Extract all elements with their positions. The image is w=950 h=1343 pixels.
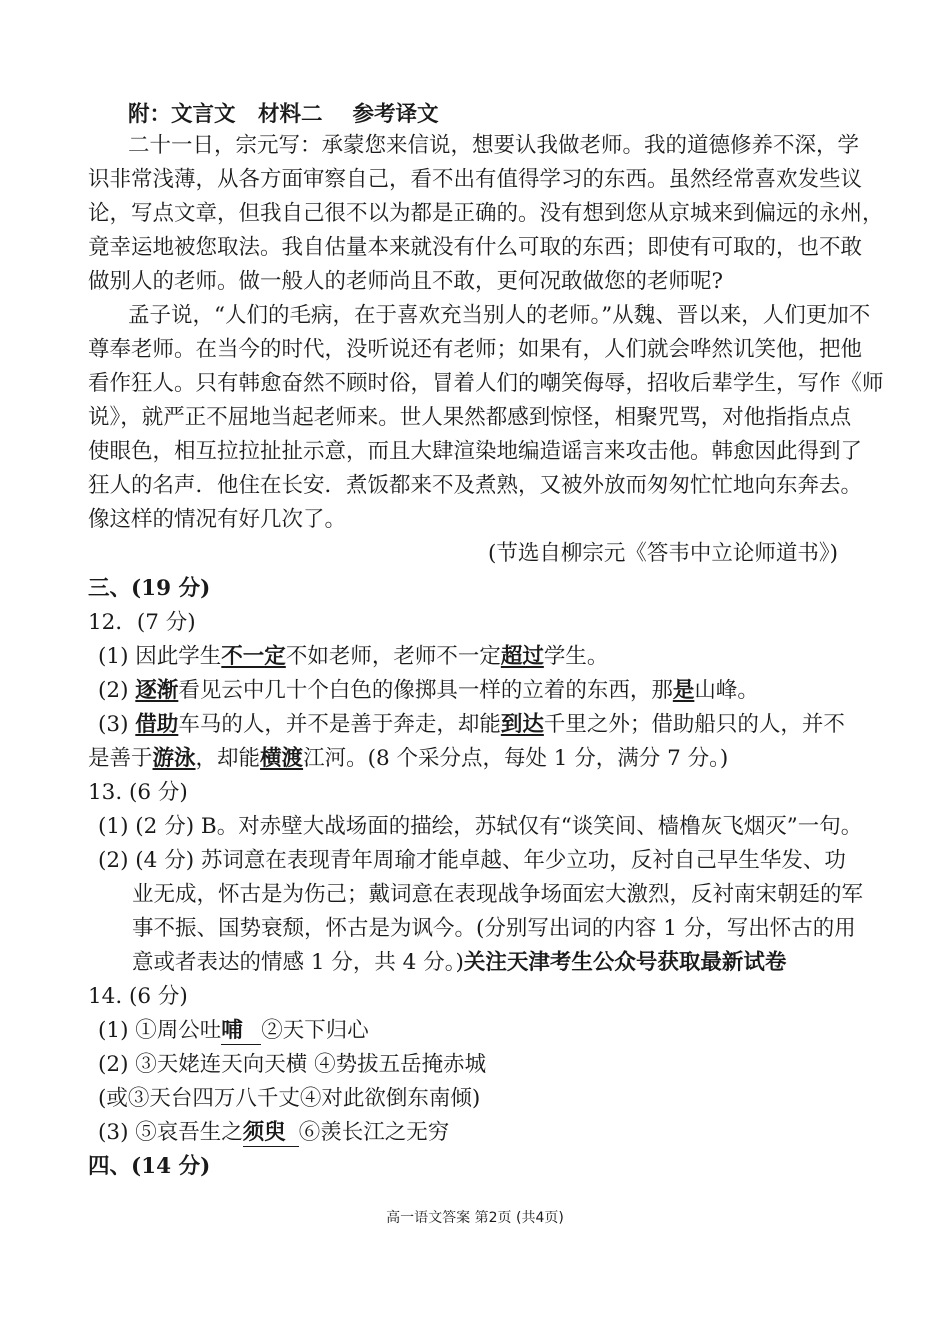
translation-line: 竟幸运地被您取法。我自估量本来就没有什么可取的东西；即使有可取的，也不敢 [88,235,863,260]
answer-line: (1) (2 分) B。对赤壁大战场面的描绘，苏轼仅有“谈笑间、樯橹灰飞烟灭”一句。 [98,814,863,839]
text: 是善于 [88,746,153,771]
text: 山峰。 [694,678,759,703]
text: (1) 因此学生 [98,644,222,669]
answer-line [88,742,868,776]
text: ，却能 [195,746,261,771]
text: 看见云中几十个白色的像掷具一样的立着的东西，那 [178,678,673,703]
key-word: 是 [672,678,695,703]
key-word: 超过 [500,644,544,669]
translation-line: 狂人的名声．他住在长安．煮饭都来不及煮熟，又被外放而匆匆忙忙地向东奔去。 [88,473,863,498]
text: 学生。 [543,644,609,669]
text: (3) ⑤哀吾生之 [98,1120,243,1145]
text: ②天下归心 [261,1018,369,1043]
question-head: 12．(7 分) [88,610,196,635]
appendix-heading [128,98,908,132]
text: 意或者表达的情感 1 分，共 4 分。) [132,950,464,975]
text: 不如老师，老师不一定 [285,644,501,669]
question-head: 14. (6 分) [88,984,188,1009]
text: 千里之外；借助船只的人，并不 [543,712,845,737]
answer-line: (2) (4 分) 苏词意在表现青年周瑜才能卓越、年少立功，反衬自己早生华发、功 [98,848,846,873]
text: 江河。(8 个采分点，每处 1 分，满分 7 分。) [303,746,729,771]
translation-line: 识非常浅薄，从各方面审察自己，看不出有值得学习的东西。虽然经常喜欢发些议 [88,167,863,192]
translation-line: 孟子说，“人们的毛病，在于喜欢充当别人的老师。”从魏、晋以来，人们更加不 [128,303,871,328]
translation-line: 看作狂人。只有韩愈奋然不顾时俗，冒着人们的嘲笑侮辱，招收后辈学生，写作《师 [88,371,884,396]
text: (1) ①周公吐 [98,1018,222,1043]
heading-part: 材料二 [257,102,323,127]
answer-line: 业无成，怀古是为伤己；戴词意在表现战争场面宏大激烈，反衬南宋朝廷的军 [132,882,864,907]
heading-part: 附：文言文 [128,102,236,127]
text: ⑥羡长江之无穷 [298,1120,450,1145]
key-word: 借助 [135,712,179,737]
section-title: 四、(14 分) [88,1154,211,1179]
question-head: 13. (6 分) [88,780,188,805]
text: (3) [98,712,136,737]
key-word: 哺 [221,1018,261,1045]
translation-line: 使眼色，相互拉拉扯扯示意，而且大肆渲染地编造谣言来攻击他。韩愈因此得到了 [88,439,863,464]
page-footer: 高一语文答案 第2页 (共4页) [386,1210,564,1226]
key-word: 逐渐 [135,678,179,703]
translation-line: 二十一日，宗元写：承蒙您来信说，想要认我做老师。我的道德修养不深，学 [128,133,860,158]
key-word: 横渡 [260,746,304,771]
answer-line [98,1014,878,1048]
answer-line [98,708,878,742]
translation-line: 论，写点文章，但我自己很不以为都是正确的。没有想到您从京城来到偏远的永州， [88,201,884,226]
answer-line: (2) ③天姥连天向天横 ④势拔五岳掩赤城 [98,1052,487,1077]
translation-line: 尊奉老师。在当今的时代，没听说还有老师；如果有，人们就会哗然讥笑他，把他 [88,337,863,362]
translation-line: 像这样的情况有好几次了。 [88,507,347,532]
heading-part: 参考译文 [352,102,439,127]
key-word: 须臾 [243,1120,299,1147]
source-citation: (节选自柳宗元《答韦中立论师道书》) [488,541,839,566]
notice-text: 关注天津考生公众号获取最新试卷 [463,950,787,975]
text: 车马的人，并不是善于奔走，却能 [178,712,501,737]
answer-line [98,640,878,674]
answer-line [98,674,878,708]
key-word: 游泳 [152,746,196,771]
key-word: 不一定 [221,644,286,669]
answer-line [98,1116,878,1150]
answer-line: 事不振、国势衰颓，怀古是为讽今。(分别写出词的内容 1 分，写出怀古的用 [132,916,856,941]
key-word: 到达 [500,712,544,737]
translation-line: 做别人的老师。做一般人的老师尚且不敢，更何况敢做您的老师呢? [88,269,724,294]
answer-line: (或③天台四万八千丈④对此欲倒东南倾) [98,1086,481,1111]
text: (2) [98,678,136,703]
translation-line: 说》，就严正不屈地当起老师来。世人果然都感到惊怪，相聚咒骂，对他指指点点 [88,405,852,430]
section-title: 三、(19 分) [88,576,211,601]
answer-line [132,946,912,980]
